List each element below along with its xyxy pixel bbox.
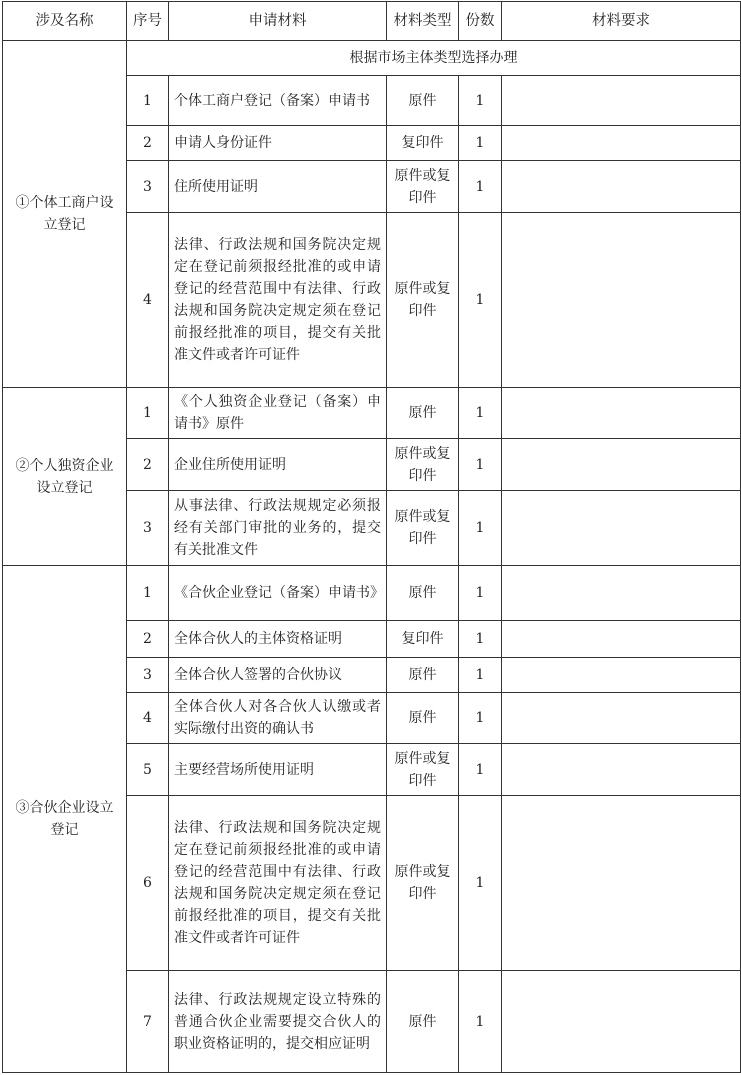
- material-type: 原件或复印件: [387, 439, 459, 491]
- material-requirement: [502, 388, 741, 439]
- material-name: 法律、行政法规规定设立特殊的普通合伙企业需要提交合伙人的职业资格证明的，提交相应证明: [169, 971, 387, 1073]
- row-number: 2: [127, 439, 169, 491]
- copy-count: 1: [459, 971, 502, 1073]
- material-type: 原件: [387, 971, 459, 1073]
- table-row: [3, 388, 741, 439]
- material-name: 法律、行政法规和国务院决定规定在登记前须报经批准的或申请登记的经营范围中有法律、行政法规和国务院决定规定须在登记前报经批准的项目，提交有关批准文件或者许可证件: [169, 213, 387, 388]
- copy-count: 1: [459, 213, 502, 388]
- material-name: 全体合伙人对各合伙人认缴或者实际缴付出资的确认书: [169, 693, 387, 744]
- material-name: 全体合伙人签署的合伙协议: [169, 658, 387, 693]
- material-type: 复印件: [387, 126, 459, 161]
- row-number: 3: [127, 491, 169, 566]
- copy-count: 1: [459, 491, 502, 566]
- copy-count: 1: [459, 126, 502, 161]
- material-requirement: [502, 213, 741, 388]
- material-requirement: [502, 796, 741, 971]
- row-number: 4: [127, 213, 169, 388]
- material-type: 原件或复印件: [387, 796, 459, 971]
- copy-count: 1: [459, 693, 502, 744]
- material-name: 企业住所使用证明: [169, 439, 387, 491]
- row-number: 7: [127, 971, 169, 1073]
- material-requirement: [502, 161, 741, 213]
- material-name: 从事法律、行政法规规定必须报经有关部门审批的业务的，提交有关批准文件: [169, 491, 387, 566]
- copy-count: 1: [459, 658, 502, 693]
- row-number: 1: [127, 388, 169, 439]
- header-number: 序号: [127, 2, 169, 41]
- material-type: 原件: [387, 388, 459, 439]
- material-requirement: [502, 439, 741, 491]
- group-name: ③合伙企业设立登记: [3, 566, 127, 1073]
- material-type: 原件或复印件: [387, 213, 459, 388]
- row-number: 1: [127, 566, 169, 621]
- copy-count: 1: [459, 439, 502, 491]
- material-name: 《合伙企业登记（备案）申请书》: [169, 566, 387, 621]
- material-type: 原件: [387, 76, 459, 126]
- copy-count: 1: [459, 388, 502, 439]
- material-requirement: [502, 126, 741, 161]
- material-type: 原件: [387, 693, 459, 744]
- header-scope: 涉及名称: [3, 2, 127, 41]
- row-number: 5: [127, 744, 169, 796]
- material-type: 复印件: [387, 621, 459, 658]
- material-type: 原件或复印件: [387, 744, 459, 796]
- material-requirement: [502, 693, 741, 744]
- material-type: 原件或复印件: [387, 491, 459, 566]
- copy-count: 1: [459, 744, 502, 796]
- material-name: 住所使用证明: [169, 161, 387, 213]
- material-type: 原件: [387, 658, 459, 693]
- material-type: 原件或复印件: [387, 161, 459, 213]
- row-number: 6: [127, 796, 169, 971]
- material-type: 原件: [387, 566, 459, 621]
- header-requirement: 材料要求: [502, 2, 741, 41]
- material-requirement: [502, 491, 741, 566]
- header-material: 申请材料: [169, 2, 387, 41]
- table-row: [3, 566, 741, 621]
- row-number: 4: [127, 693, 169, 744]
- copy-count: 1: [459, 161, 502, 213]
- copy-count: 1: [459, 621, 502, 658]
- material-name: 法律、行政法规和国务院决定规定在登记前须报经批准的或申请登记的经营范围中有法律、行政法规和国务院决定规定须在登记前报经批准的项目，提交有关批准文件或者许可证件: [169, 796, 387, 971]
- material-name: 申请人身份证件: [169, 126, 387, 161]
- row-number: 3: [127, 658, 169, 693]
- row-number: 1: [127, 76, 169, 126]
- material-name: 个体工商户登记（备案）申请书: [169, 76, 387, 126]
- material-requirement: [502, 658, 741, 693]
- row-number: 2: [127, 621, 169, 658]
- material-name: 《个人独资企业登记（备案）申请书》原件: [169, 388, 387, 439]
- material-requirement: [502, 971, 741, 1073]
- group-name: ①个体工商户设立登记: [3, 41, 127, 388]
- material-requirement: [502, 621, 741, 658]
- notice-text: 根据市场主体类型选择办理: [127, 41, 741, 76]
- copy-count: 1: [459, 76, 502, 126]
- material-requirement: [502, 744, 741, 796]
- copy-count: 1: [459, 796, 502, 971]
- row-number: 2: [127, 126, 169, 161]
- material-name: 全体合伙人的主体资格证明: [169, 621, 387, 658]
- material-requirement: [502, 76, 741, 126]
- row-number: 3: [127, 161, 169, 213]
- group-name: ②个人独资企业设立登记: [3, 388, 127, 566]
- material-requirement: [502, 566, 741, 621]
- copy-count: 1: [459, 566, 502, 621]
- material-name: 主要经营场所使用证明: [169, 744, 387, 796]
- header-count: 份数: [459, 2, 502, 41]
- materials-table: [2, 1, 741, 1073]
- header-row: [3, 2, 741, 41]
- header-type: 材料类型: [387, 2, 459, 41]
- notice-row: [3, 41, 741, 76]
